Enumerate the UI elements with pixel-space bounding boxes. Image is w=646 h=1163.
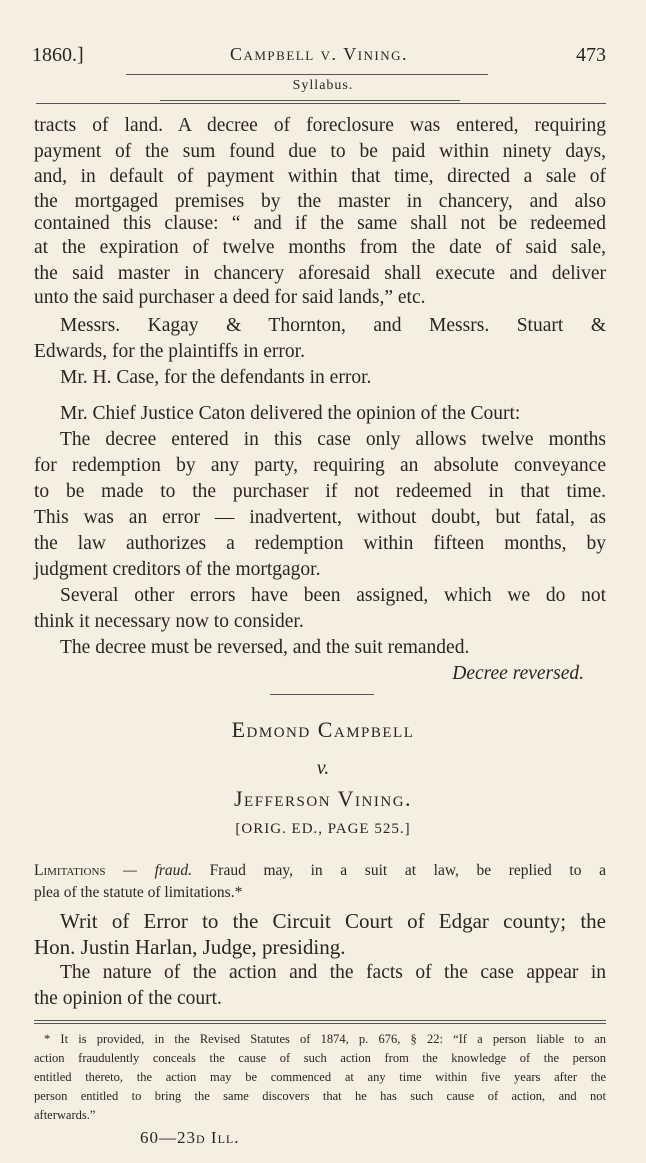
text-line: the mortgaged premises by the master in chancery, and also (34, 191, 606, 212)
text-line: unto the said purchaser a deed for said lands,” etc. (34, 287, 426, 308)
opinion-line: Several other errors have been assigned, which we do not (60, 585, 606, 606)
case-separator (270, 694, 374, 695)
section-label: Syllabus. (292, 78, 354, 93)
counsel-line: Edwards, for the plaintiffs in error. (34, 341, 305, 362)
text-line: at the expiration of twelve months from the date of said sale, (34, 237, 606, 258)
header-case-title: Campbell v. Vining. (229, 44, 409, 64)
opinion-line: to be made to the purchaser if not redeemed in that time. (34, 481, 606, 502)
opinion-line: judgment creditors of the mortgagor. (34, 559, 321, 580)
opinion-line: the law authorizes a redemption within fifteen months, by (34, 533, 606, 554)
case-defendant: Jefferson Vining. (233, 786, 413, 811)
syllabus-rule-top (160, 100, 460, 101)
running-head (32, 44, 606, 74)
text-line: and, in default of payment within that time, directed a sale of (34, 166, 606, 187)
writ-line: Writ of Error to the Circuit Court of Edgar county; the (60, 909, 606, 933)
opinion-line: The decree must be reversed, and the suit remanded. (60, 637, 470, 658)
text-line: tracts of land. A decree of foreclosure was entered, requiring (34, 115, 606, 136)
footnote-rule (34, 1023, 606, 1024)
syllabus-rule (36, 103, 606, 104)
syllabus-topic: Limitations (34, 862, 106, 879)
opinion-line: The decree entered in this case only allows twelve months (60, 429, 606, 450)
orig-ed-ref: [ORIG. ED., PAGE 525.] (235, 821, 411, 837)
syllabus-text: plea of the statute of limitations.* (34, 884, 243, 901)
opinion-line: for redemption by any party, requiring an absolute conveyance (34, 455, 606, 476)
opinion-line: This was an error — inadvertent, without doubt, but fatal, as (34, 507, 606, 528)
syllabus-subtopic: — fraud. (123, 862, 193, 879)
header-year: 1860.] (32, 44, 84, 66)
footnote-line: afterwards.” (34, 1108, 96, 1122)
case-versus: v. (316, 757, 330, 779)
header-rule (126, 74, 488, 75)
text-line: contained this clause: “ and if the same shall not be redeemed (34, 213, 606, 234)
case-syllabus (34, 859, 606, 883)
writ-line: Hon. Justin Harlan, Judge, presiding. (34, 935, 346, 959)
case-plaintiff: Edmond Campbell (231, 717, 415, 742)
nature-line: The nature of the action and the facts of the case appear in (60, 962, 606, 983)
header-page-number: 473 (576, 44, 606, 66)
text-line: the said master in chancery aforesaid shall execute and deliver (34, 263, 606, 284)
counsel-line: Mr. H. Case, for the defendants in error. (60, 367, 372, 388)
footnote-line: entitled thereto, the action may be commenced at any time within five years after the (34, 1070, 606, 1084)
footnote-line: * It is provided, in the Revised Statutes of 1874, p. 676, § 22: “If a person liable to an (44, 1032, 606, 1046)
footnote-line: action fraudulently conceals the cause of such action from the knowledge of the person (34, 1051, 606, 1065)
signature-mark: 60—23d Ill. (140, 1128, 240, 1147)
syllabus-text: Fraud may, in a suit at law, be replied to a (209, 862, 606, 879)
footnote-line: person entitled to bring the same discovers that he has such cause of action, and not (34, 1089, 606, 1103)
opinion-intro: Mr. Chief Justice Caton delivered the opinion of the Court: (60, 403, 521, 424)
counsel-line: Messrs. Kagay & Thornton, and Messrs. Stuart & (60, 315, 606, 336)
opinion-line: think it necessary now to consider. (34, 611, 304, 632)
opinion-result: Decree reversed. (452, 663, 584, 684)
footnote-rule (34, 1020, 606, 1021)
nature-line: the opinion of the court. (34, 988, 222, 1009)
text-line: payment of the sum found due to be paid within ninety days, (34, 141, 606, 162)
